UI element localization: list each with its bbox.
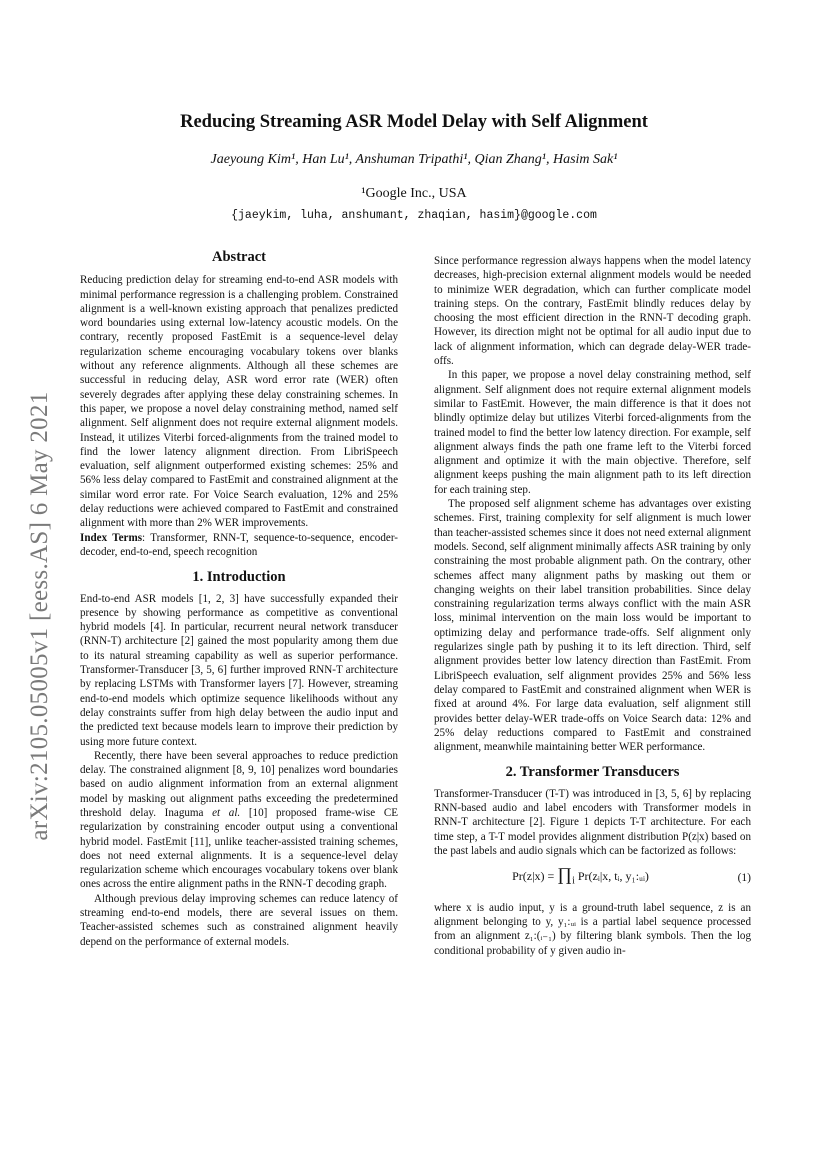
intro-et-al: et al. (212, 806, 241, 819)
right-column (434, 254, 751, 958)
intro-paragraph-6: The proposed self alignment scheme has advantages over existing schemes. First, training complexity for self alignment is much lower than teacher-assisted schemes since it does not need external alignment models. Second, self alignment minimally affects ASR training by only constraining the most probable alignment path. On the contrary, other schemes affect many alignment paths by masking out them or changing weights on their label transition probabilities. Since delay constraining regularization terms always conflict with the main ASR loss, minimal intervention on the main loss would be important to optimizing delay and performance trade-offs. Self alignment only regularizes single path by pushing it to its left direction. Third, self alignment provides better low latency direction than FastEmit. From LibriSpeech evaluation, self alignment provides 25% and 56% less delay compared to FastEmit and constrained alignment when WER is fixed at around 4%. For large data evaluation, self alignment still provides better delay-WER trade-offs on Voice Search data: 12% and 25% delay reductions compared to FastEmit and constrained alignment, meanwhile maintaining better WER performance. (434, 498, 751, 754)
equation-number: (1) (737, 871, 751, 884)
paper-title: Reducing Streaming ASR Model Delay with Self Alignment (180, 112, 648, 132)
intro-paragraph-4: Since performance regression always happens when the model latency decreases, high-precision external alignment models would be needed to minimize WER degradation, which can further complicate model training steps. On the contrary, FastEmit blindly reduces delay by choosing the most efficient direction in the RNN-T decoding graph. However, its direction might not be optimal for all audio input due to lack of alignment information, which can degrade delay-WER trade-offs. (434, 255, 751, 368)
left-column (80, 250, 398, 949)
equation-product-index: i (572, 875, 575, 887)
equation-product-symbol: ∏ (557, 864, 573, 885)
tt-paragraph-2: where x is audio input, y is a ground-truth label sequence, z is an alignment belonging to y, y₁:ᵤᵢ is a partial label sequence processed from an alignment z₁:(ᵢ₋₁) by filtering blank symbols. Then the log conditional probability of y given audio in- (434, 901, 751, 957)
intro-paragraph-5: In this paper, we propose a novel delay constraining method, self alignment. Self alignment does not require external alignment models similar to FastEmit. However, the main difference is that it does not blindly optimize delay but utilizes Viterbi forced-alignments from the trained model to find the better low latency direction. For example, self alignment always finds the path one frame left to the Viterbi forced alignment and optimize it with the main objective. Therefore, self alignment keeps pushing the main alignment path to its left direction for each training step. (434, 369, 751, 496)
intro-paragraph-2a: Recently, there have been several approaches to reduce prediction delay. The constrained alignment [8, 9, 10] penalizes word boundaries based on audio alignment information from an external alignment model by masking out alignment paths exceeding the predetermined threshold delay. Inaguma (80, 749, 398, 819)
equation-lhs: Pr(z|x) = (512, 869, 558, 884)
index-terms (80, 531, 398, 560)
arxiv-stamp (20, 356, 60, 876)
equation-1 (434, 864, 751, 889)
author-list: Jaeyoung Kim¹, Han Lu¹, Anshuman Tripathi¹, Qian Zhang¹, Hasim Sak¹ (210, 152, 618, 167)
abstract-text: Reducing prediction delay for streaming end-to-end ASR models with minimal performance regression is a challenging problem. Constrained alignment is a well-known existing approach that penalizes predicted word boundaries using external low-latency acoustic models. On the contrary, recently proposed FastEmit is a sequence-level delay regularization scheme encouraging vocabulary tokens over blanks without any reference alignments. Although all these schemes are successful in reducing delay, ASR word error rate (WER) often severely degrades after applying these delay constraining schemes. In this paper, we propose a novel delay constraining method, named self alignment. Self alignment does not require external alignment models. Instead, it utilizes Viterbi forced-alignments from the trained model to find the lower latency alignment direction. From LibriSpeech evaluation, self alignment outperformed existing schemes: 25% and 56% less delay compared to FastEmit and constrained alignment at the similar word error rate. For Voice Search evaluation, 12% and 25% delay reductions were achieved compared to FastEmit and constrained alignment with more than 2% WER improvements. (80, 274, 398, 530)
section-heading-transformer-transducers: 2. Transformer Transducers (505, 764, 680, 781)
equation-rhs: Pr(zᵢ|x, tᵢ, y₁:ᵤᵢ) (574, 869, 649, 884)
abstract-heading: Abstract (212, 249, 266, 265)
intro-paragraph-2 (80, 749, 398, 892)
equation-body (434, 864, 727, 889)
section-heading-introduction: 1. Introduction (192, 569, 286, 586)
author-emails: {jaeykim, luha, anshumant, zhaqian, hasim}@google.com (231, 209, 597, 222)
intro-paragraph-3: Although previous delay improving schemes can reduce latency of streaming end-to-end models, there are several issues on them. Teacher-assisted schemes such as constrained alignment heavily depend on the performance of external models. (80, 892, 398, 948)
index-terms-list: : Transformer, RNN-T, sequence-to-sequence, encoder-decoder, end-to-end, speech recognition (80, 531, 398, 558)
arxiv-id: arXiv:2105.05005v1 [eess.AS] 6 May 2021 (26, 391, 53, 841)
affiliation: ¹Google Inc., USA (361, 186, 467, 201)
index-terms-label: Index Terms (80, 531, 143, 544)
tt-paragraph-1: Transformer-Transducer (T-T) was introduced in [3, 5, 6] by replacing RNN-based audio and label encoders with Transformer models in RNN-T architecture [2]. Figure 1 depicts T-T architecture. For each time step, a T-T model provides alignment distribution P(z|x) based on the past labels and audio signals which can be factorized as follows: (434, 787, 751, 857)
intro-paragraph-2b: [10] proposed frame-wise CE regularization by constraining encoder output using a conventional hybrid model. FastEmit [11], unlike teacher-assisted training schemes, does not need external alignments. It is a sequence-level delay regularization scheme which encourages vocabulary tokens over blank ones across the entire alignment paths in the RNN-T decoding graph. (80, 806, 398, 891)
intro-paragraph-1: End-to-end ASR models [1, 2, 3] have successfully expanded their presence by showing performance as competitive as conventional hybrid models [4]. In particular, recurrent neural network transducer (RNN-T) architecture [2] gained the most popularity among them due to its natural streaming capability as well as superior performance. Transformer-Transducer [3, 5, 6] further improved RNN-T architecture by replacing LSTMs with Transformer layers [7]. However, streaming end-to-end models which optimize sequence likelihoods without any delay constraints suffer from high delay between the audio input and the predicted text because models learn to improve their prediction by using more future context. (80, 592, 398, 748)
